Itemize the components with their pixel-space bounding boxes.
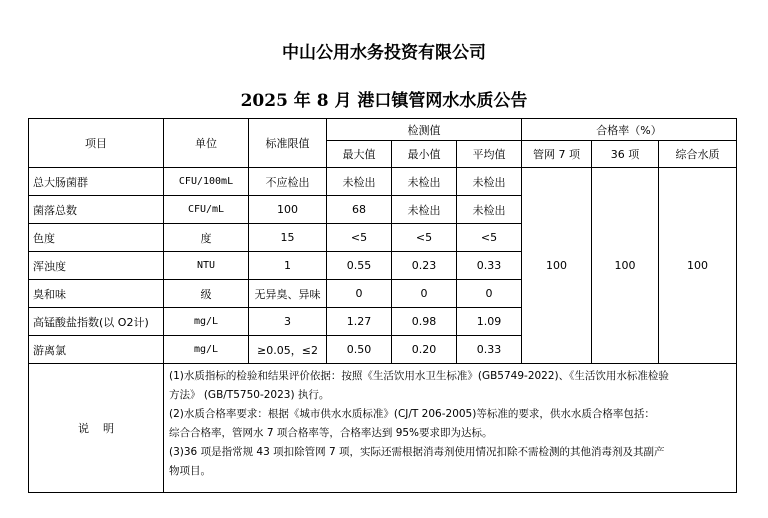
row-max: 未检出 xyxy=(327,168,392,196)
header-row-1 xyxy=(29,119,737,141)
row-max: <5 xyxy=(327,224,392,252)
note-line: (2)水质合格率要求：根据《城市供水水质标准》(CJ/T 206-2005)等标准的要求，供水水质合格率包括： xyxy=(169,408,655,420)
row-item: 浑浊度 xyxy=(29,252,164,280)
row-min: 0.98 xyxy=(392,308,457,336)
row-unit: mg/L xyxy=(164,308,249,336)
notes-cell xyxy=(164,364,737,493)
table-row xyxy=(29,168,737,196)
row-unit: CFU/100mL xyxy=(164,168,249,196)
notes-row xyxy=(29,364,737,493)
row-min: <5 xyxy=(392,224,457,252)
header-overall: 综合水质 xyxy=(659,141,737,168)
row-item: 色度 xyxy=(29,224,164,252)
row-unit: CFU/mL xyxy=(164,196,249,224)
row-item: 高锰酸盐指数(以 O2计) xyxy=(29,308,164,336)
row-min: 0.23 xyxy=(392,252,457,280)
header-limit: 标准限值 xyxy=(249,119,327,168)
row-item: 总大肠菌群 xyxy=(29,168,164,196)
header-detect: 检测值 xyxy=(327,119,522,141)
header-pipe7: 管网 7 项 xyxy=(522,141,592,168)
pass-rate-items36: 100 xyxy=(592,168,659,364)
row-min: 未检出 xyxy=(392,168,457,196)
row-max: 0 xyxy=(327,280,392,308)
row-item: 臭和味 xyxy=(29,280,164,308)
row-item: 游离氯 xyxy=(29,336,164,364)
header-items36: 36 项 xyxy=(592,141,659,168)
company-title: 中山公用水务投资有限公司 xyxy=(282,43,486,63)
row-min: 0 xyxy=(392,280,457,308)
explain-label: 说明 xyxy=(29,364,164,493)
note-line: (1)水质指标的检验和结果评价依据：按照《生活饮用水卫生标准》(GB5749-2022)、《生活饮用水标准检验 xyxy=(169,370,669,382)
row-unit: mg/L xyxy=(164,336,249,364)
note-line: 方法》 (GB/T5750-2023) 执行。 xyxy=(169,389,330,401)
header-item: 项目 xyxy=(29,119,164,168)
row-limit: 3 xyxy=(249,308,327,336)
row-limit: ≥0.05，≤2 xyxy=(249,336,327,364)
row-limit: 100 xyxy=(249,196,327,224)
note-line: 物项目。 xyxy=(169,465,211,477)
header-min: 最小值 xyxy=(392,141,457,168)
row-limit: 1 xyxy=(249,252,327,280)
header-avg: 平均值 xyxy=(457,141,522,168)
note-line: 综合合格率，管网水 7 项合格率等，合格率达到 95%要求即为达标。 xyxy=(169,427,493,439)
row-min: 未检出 xyxy=(392,196,457,224)
row-avg: 1.09 xyxy=(457,308,522,336)
header-max: 最大值 xyxy=(327,141,392,168)
row-avg: 0.33 xyxy=(457,336,522,364)
row-min: 0.20 xyxy=(392,336,457,364)
pass-rate-overall: 100 xyxy=(659,168,737,364)
row-unit: NTU xyxy=(164,252,249,280)
row-unit: 级 xyxy=(164,280,249,308)
header-unit: 单位 xyxy=(164,119,249,168)
water-quality-table xyxy=(28,118,737,493)
row-unit: 度 xyxy=(164,224,249,252)
row-avg: 0 xyxy=(457,280,522,308)
row-max: 0.55 xyxy=(327,252,392,280)
row-limit: 不应检出 xyxy=(249,168,327,196)
row-avg: 0.33 xyxy=(457,252,522,280)
row-max: 1.27 xyxy=(327,308,392,336)
row-avg: 未检出 xyxy=(457,168,522,196)
row-max: 68 xyxy=(327,196,392,224)
row-limit: 无异臭、异味 xyxy=(249,280,327,308)
pass-rate-pipe7: 100 xyxy=(522,168,592,364)
row-avg: <5 xyxy=(457,224,522,252)
row-item: 菌落总数 xyxy=(29,196,164,224)
row-avg: 未检出 xyxy=(457,196,522,224)
row-max: 0.50 xyxy=(327,336,392,364)
note-line: (3)36 项是指常规 43 项扣除管网 7 项，实际还需根据消毒剂使用情况扣除不需检测的其他消毒剂及其副产 xyxy=(169,446,665,458)
announcement-title: 2025 年 8 月 港口镇管网水水质公告 xyxy=(240,91,528,111)
row-limit: 15 xyxy=(249,224,327,252)
header-pass-rate: 合格率（%） xyxy=(522,119,737,141)
